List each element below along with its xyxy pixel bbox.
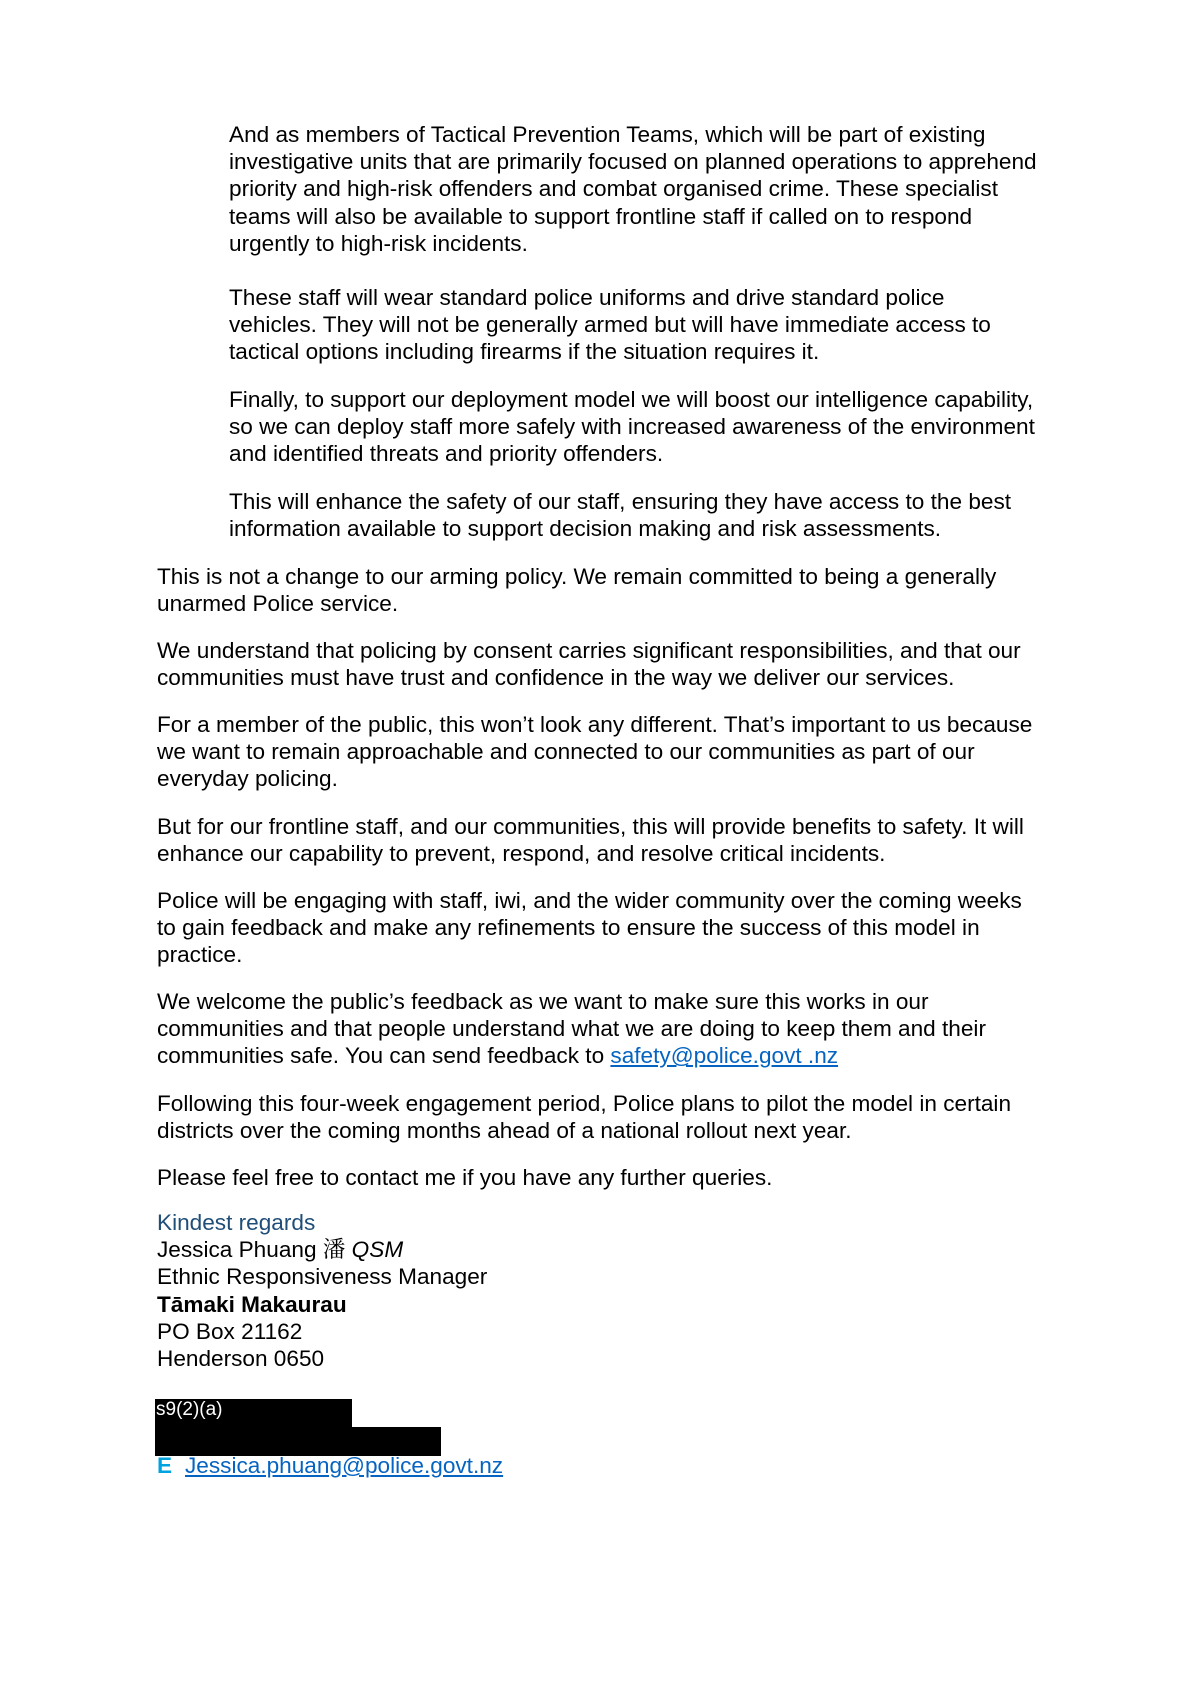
- paragraph-public: [157, 711, 1032, 793]
- paragraph-uniforms: [229, 284, 991, 366]
- text-line: so we can deploy staff more safely with increased awareness of the environment: [229, 414, 1035, 440]
- text-line: information available to support decision making and risk assessments.: [229, 516, 942, 542]
- city: Henderson 0650: [157, 1346, 325, 1372]
- paragraph-engagement: [157, 887, 1022, 969]
- text-line: we want to remain approachable and connected to our communities as part of our: [157, 739, 975, 765]
- paragraph-tactical-teams: [229, 121, 1037, 257]
- text-line: tactical options including firearms if the situation requires it.: [229, 339, 820, 365]
- email-line: [157, 1452, 503, 1479]
- text-line: This will enhance the safety of our staff, ensuring they have access to the best: [229, 489, 1012, 514]
- text-line: But for our frontline staff, and our communities, this will provide benefits to safety. It will: [157, 814, 1024, 839]
- paragraph-consent: [157, 637, 1021, 691]
- signer-title: Ethnic Responsiveness Manager: [157, 1264, 488, 1290]
- text-line: Finally, to support our deployment model we will boost our intelligence capability,: [229, 387, 1034, 412]
- text-line: to gain feedback and make any refinements to ensure the success of this model in: [157, 915, 980, 941]
- paragraph-safety: [229, 488, 1011, 542]
- text-line: urgently to high-risk incidents.: [229, 230, 528, 256]
- text-line: communities and that people understand what we are doing to keep them and their: [157, 1016, 986, 1042]
- district: Tāmaki Makaurau: [157, 1291, 347, 1317]
- paragraph-frontline: [157, 813, 1024, 867]
- paragraph-feedback: [157, 988, 986, 1070]
- feedback-email-link[interactable]: safety@police.govt .nz: [610, 1043, 839, 1069]
- paragraph-pilot: [157, 1090, 1011, 1144]
- text-line: and identified threats and priority offenders.: [229, 441, 664, 467]
- text-line: communities must have trust and confidence in the way we deliver our services.: [157, 665, 955, 691]
- honour: QSM: [351, 1237, 404, 1263]
- text-line: communities safe. You can send feedback to: [157, 1043, 611, 1069]
- text-line: And as members of Tactical Prevention Teams, which will be part of existing: [229, 122, 986, 147]
- text-line: Police will be engaging with staff, iwi, and the wider community over the coming weeks: [157, 888, 1022, 913]
- text-line: priority and high-risk offenders and combat organised crime. These specialist: [229, 176, 998, 202]
- text-line: unarmed Police service.: [157, 591, 399, 617]
- text-line: practice.: [157, 942, 243, 968]
- signer-email-link[interactable]: Jessica.phuang@police.govt.nz: [185, 1453, 504, 1478]
- text-line: enhance our capability to prevent, respond, and resolve critical incidents.: [157, 841, 886, 867]
- email-prefix: E: [157, 1453, 173, 1478]
- text-line: Please feel free to contact me if you have any further queries.: [157, 1165, 773, 1190]
- paragraph-arming-policy: [157, 563, 996, 617]
- text-line: These staff will wear standard police uniforms and drive standard police: [229, 285, 945, 310]
- paragraph-contact: [157, 1164, 772, 1191]
- text-line: investigative units that are primarily focused on planned operations to apprehend: [229, 149, 1037, 175]
- signer-name: Jessica Phuang 潘: [157, 1237, 346, 1263]
- text-line: Following this four-week engagement period, Police plans to pilot the model in certain: [157, 1091, 1012, 1116]
- text-line: everyday policing.: [157, 766, 338, 792]
- po-box: PO Box 21162: [157, 1318, 303, 1344]
- text-line: For a member of the public, this won’t look any different. That’s important to us because: [157, 712, 1033, 737]
- text-line: We understand that policing by consent carries significant responsibilities, and that our: [157, 638, 1021, 663]
- text-line: teams will also be available to support frontline staff if called on to respond: [229, 203, 973, 229]
- text-line: This is not a change to our arming policy. We remain committed to being a generally: [157, 564, 997, 589]
- paragraph-intelligence: [229, 386, 1035, 468]
- text-line: vehicles. They will not be generally armed but will have immediate access to: [229, 312, 991, 338]
- signature-block: [157, 1209, 487, 1372]
- regards: Kindest regards: [157, 1210, 316, 1235]
- text-line: districts over the coming months ahead of a national rollout next year.: [157, 1118, 852, 1144]
- redaction-label: s9(2)(a): [156, 1399, 223, 1420]
- text-line: We welcome the public’s feedback as we want to make sure this works in our: [157, 989, 929, 1014]
